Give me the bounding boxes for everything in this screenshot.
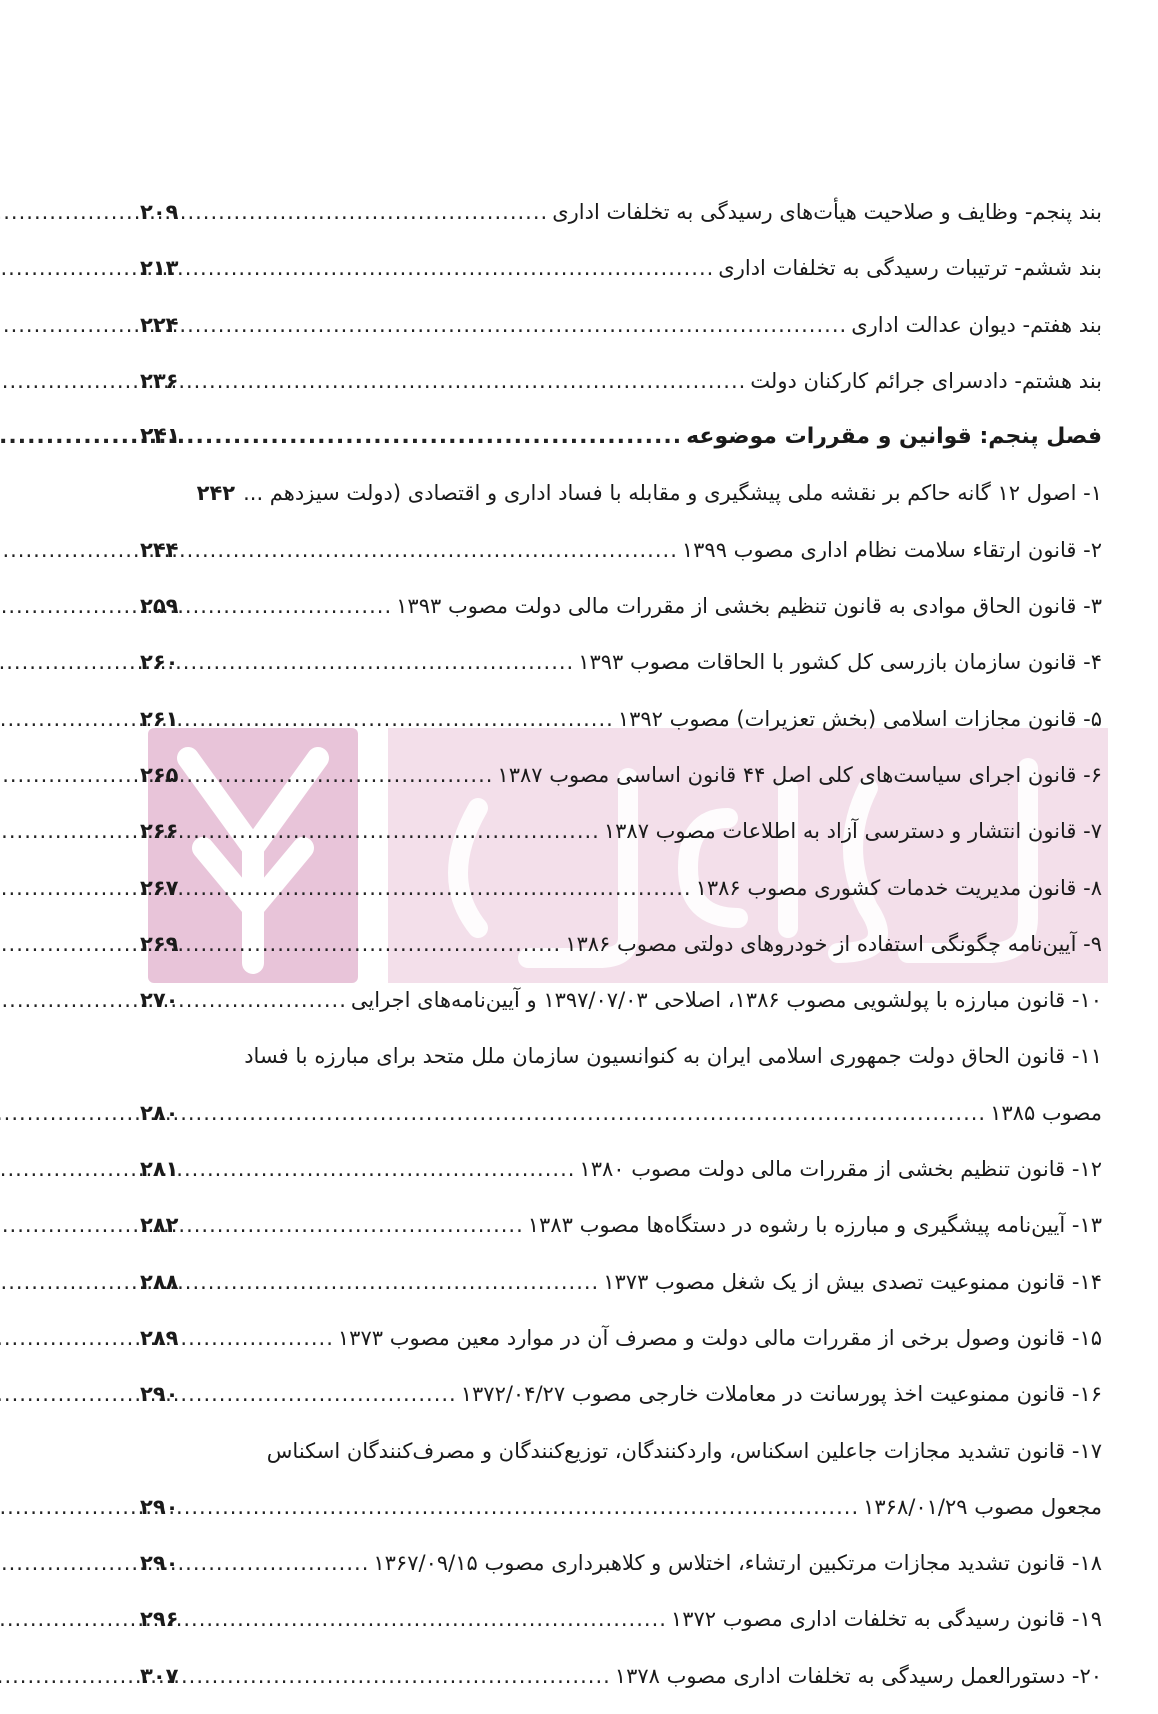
toc-entry-title: ۹- آیین‌نامه چگونگی استفاده از خودروهای دولتی مصوب ۱۳۸۶ (565, 931, 1102, 956)
toc-entry-page: ۲۰۹ (140, 200, 179, 224)
toc-entry-title: ۱- اصول ۱۲ گانه حاکم بر نقشه ملی پیشگیری و مقابله با فساد اداری و اقتصادی (دولت سیزدهم ... (243, 481, 1102, 506)
toc-entry-title: ۱۸- قانون تشدید مجازات مرتکبین ارتشاء، اختلاس و کلاهبرداری مصوب ۱۳۶۷/۰۹/۱۵ (373, 1551, 1102, 1576)
toc-entry-page: ۲۶۷ (140, 875, 179, 900)
dot-leader (182, 916, 561, 972)
toc-entry-title: ۲۰- دستورالعمل رسیدگی به تخلفات اداری مصوب ۱۳۷۸ (614, 1663, 1102, 1688)
toc-entry-title: ۱۴- قانون ممنوعیت تصدی بیش از یک شغل مصوب ۱۳۷۳ (603, 1269, 1102, 1294)
toc-entry[interactable] (140, 916, 1102, 972)
toc-entry[interactable] (140, 522, 1102, 578)
toc-entry-page: ۲۶۹ (140, 931, 179, 956)
dot-leader (182, 747, 493, 803)
toc-entry-title: ۲- قانون ارتقاء سلامت نظام اداری مصوب ۱۳۹۹ (681, 537, 1102, 562)
dot-leader (182, 578, 392, 634)
toc-entry-page: ۲۴۲ (196, 481, 236, 506)
toc-entry-page: ۲۵۹ (140, 594, 179, 619)
dot-leader (182, 1366, 456, 1422)
toc-entry[interactable] (140, 465, 1102, 521)
dot-leader (182, 691, 613, 747)
toc-entry-title: فصل پنجم: قوانین و مقررات موضوعه (686, 424, 1102, 450)
dot-leader (182, 353, 746, 409)
toc-entry[interactable] (140, 1085, 1102, 1141)
toc-entry-title: بند ششم- ترتیبات رسیدگی به تخلفات اداری (718, 256, 1102, 281)
dot-leader (182, 184, 548, 240)
toc-entry-page: ۳۰۷ (140, 1663, 179, 1688)
toc-entry[interactable] (140, 1197, 1102, 1253)
toc-entry[interactable] (140, 240, 1102, 296)
toc-entry-title-first-line[interactable]: ۱۷- قانون تشدید مجازات جاعلین اسکناس، واردکنندگان، توزیع‌کنندگان و مصرف‌کنندگان اسکناس (266, 1438, 1102, 1463)
dot-leader (182, 1648, 610, 1704)
toc-entry-title: ۱۲- قانون تنظیم بخشی از مقررات مالی دولت مصوب ۱۳۸۰ (579, 1157, 1102, 1182)
toc-entry-page: ۲۹۰ (140, 1551, 179, 1576)
toc-entry[interactable] (140, 634, 1102, 690)
toc-entry-page: ۲۳۶ (140, 368, 179, 393)
toc-entry-title: ۱۶- قانون ممنوعیت اخذ پورسانت در معاملات خارجی مصوب ۱۳۷۲/۰۴/۲۷ (460, 1382, 1102, 1407)
toc-entry-title: ۱۰- قانون مبارزه با پولشویی مصوب ۱۳۸۶، اصلاحی ۱۳۹۷/۰۷/۰۳ و آیین‌نامه‌های اجرایی (350, 988, 1102, 1013)
toc-entry-title: مصوب ۱۳۸۵ (990, 1100, 1102, 1125)
dot-leader (182, 803, 599, 859)
toc-entry-title: ۴- قانون سازمان بازرسی کل کشور با الحاقات مصوب ۱۳۹۳ (578, 650, 1102, 675)
toc-entry[interactable] (140, 1310, 1102, 1366)
dot-leader (182, 1591, 666, 1647)
dot-leader (182, 1479, 859, 1535)
toc-entry[interactable] (140, 184, 1102, 240)
toc-entry-page: ۲۴۱ (140, 424, 181, 450)
dot-leader (182, 1254, 599, 1310)
dot-leader (182, 1197, 523, 1253)
toc-entry-title: ۱۹- قانون رسیدگی به تخلفات اداری مصوب ۱۳۷۲ (670, 1607, 1102, 1632)
toc-entry-title: مجعول مصوب ۱۳۶۸/۰۱/۲۹ (863, 1494, 1102, 1519)
toc-entry-page: ۲۸۱ (140, 1157, 179, 1182)
toc-entry[interactable] (140, 578, 1102, 634)
toc-entry-page: ۲۶۱ (140, 706, 179, 731)
toc-entry[interactable] (140, 297, 1102, 353)
toc-entry-title: ۱۵- قانون وصول برخی از مقررات مالی دولت و مصرف آن در موارد معین مصوب ۱۳۷۳ (337, 1325, 1102, 1350)
toc-entry-title: بند هفتم- دیوان عدالت اداری (851, 312, 1102, 337)
dot-leader (182, 972, 346, 1028)
toc-entry-page: ۲۴۴ (140, 537, 179, 562)
toc-entry[interactable] (140, 1591, 1102, 1647)
toc-entry-page: ۲۹۶ (140, 1607, 179, 1632)
toc-entry[interactable] (140, 353, 1102, 409)
toc-entry[interactable] (140, 1141, 1102, 1197)
toc-entry[interactable] (140, 1254, 1102, 1310)
table-of-contents (140, 184, 1102, 1704)
toc-entry-page: ۲۶۰ (140, 650, 179, 675)
toc-entry-page: ۲۹۰ (140, 1494, 179, 1519)
toc-entry[interactable] (140, 1479, 1102, 1535)
dot-leader (182, 1310, 333, 1366)
toc-entry[interactable] (140, 1648, 1102, 1704)
toc-entry[interactable] (140, 747, 1102, 803)
toc-entry-title: ۱۳- آیین‌نامه پیشگیری و مبارزه با رشوه در دستگاه‌ها مصوب ۱۳۸۳ (527, 1213, 1102, 1238)
toc-chapter-heading[interactable] (140, 409, 1102, 465)
toc-entry-page: ۲۷۰ (140, 988, 179, 1013)
dot-leader (184, 409, 682, 465)
toc-entry-page: ۲۸۸ (140, 1269, 179, 1294)
dot-leader (182, 1141, 575, 1197)
toc-entry[interactable] (140, 1366, 1102, 1422)
dot-leader (182, 297, 847, 353)
toc-entry-page: ۲۸۰ (140, 1100, 179, 1125)
toc-entry-page: ۲۲۴ (140, 312, 179, 337)
toc-entry-title: بند پنجم- وظایف و صلاحیت هیأت‌های رسیدگی به تخلفات اداری (552, 200, 1102, 224)
toc-entry[interactable] (140, 972, 1102, 1028)
toc-entry-page: ۲۹۰ (140, 1382, 179, 1407)
toc-entry-page: ۲۶۶ (140, 819, 179, 844)
toc-entry-page: ۲۸۹ (140, 1325, 179, 1350)
toc-entry-title: ۷- قانون انتشار و دسترسی آزاد به اطلاعات مصوب ۱۳۸۷ (603, 819, 1102, 844)
toc-entry[interactable] (140, 803, 1102, 859)
toc-entry[interactable] (140, 1535, 1102, 1591)
toc-entry-title: ۵- قانون مجازات اسلامی (بخش تعزیرات) مصوب ۱۳۹۲ (617, 706, 1102, 731)
dot-leader (182, 860, 691, 916)
dot-leader (182, 240, 714, 296)
dot-leader (182, 634, 574, 690)
toc-entry-page: ۲۶۵ (140, 762, 179, 787)
toc-entry-title: ۳- قانون الحاق موادی به قانون تنظیم بخشی از مقررات مالی دولت مصوب ۱۳۹۳ (396, 594, 1102, 619)
dot-leader (182, 522, 677, 578)
toc-entry-title: ۸- قانون مدیریت خدمات کشوری مصوب ۱۳۸۶ (695, 875, 1102, 900)
toc-entry-title: بند هشتم- دادسرای جرائم کارکنان دولت (750, 368, 1102, 393)
dot-leader (182, 1535, 369, 1591)
toc-entry-title: ۶- قانون اجرای سیاست‌های کلی اصل ۴۴ قانون اساسی مصوب ۱۳۸۷ (497, 762, 1102, 787)
dot-leader (182, 1085, 986, 1141)
toc-entry-page: ۲۸۲ (140, 1213, 179, 1238)
toc-entry[interactable] (140, 691, 1102, 747)
toc-entry-title-first-line[interactable]: ۱۱- قانون الحاق دولت جمهوری اسلامی ایران به کنوانسیون سازمان ملل متحد برای مبارزه با فساد (244, 1044, 1102, 1069)
toc-entry[interactable] (140, 860, 1102, 916)
toc-entry-page: ۲۱۳ (140, 256, 179, 281)
